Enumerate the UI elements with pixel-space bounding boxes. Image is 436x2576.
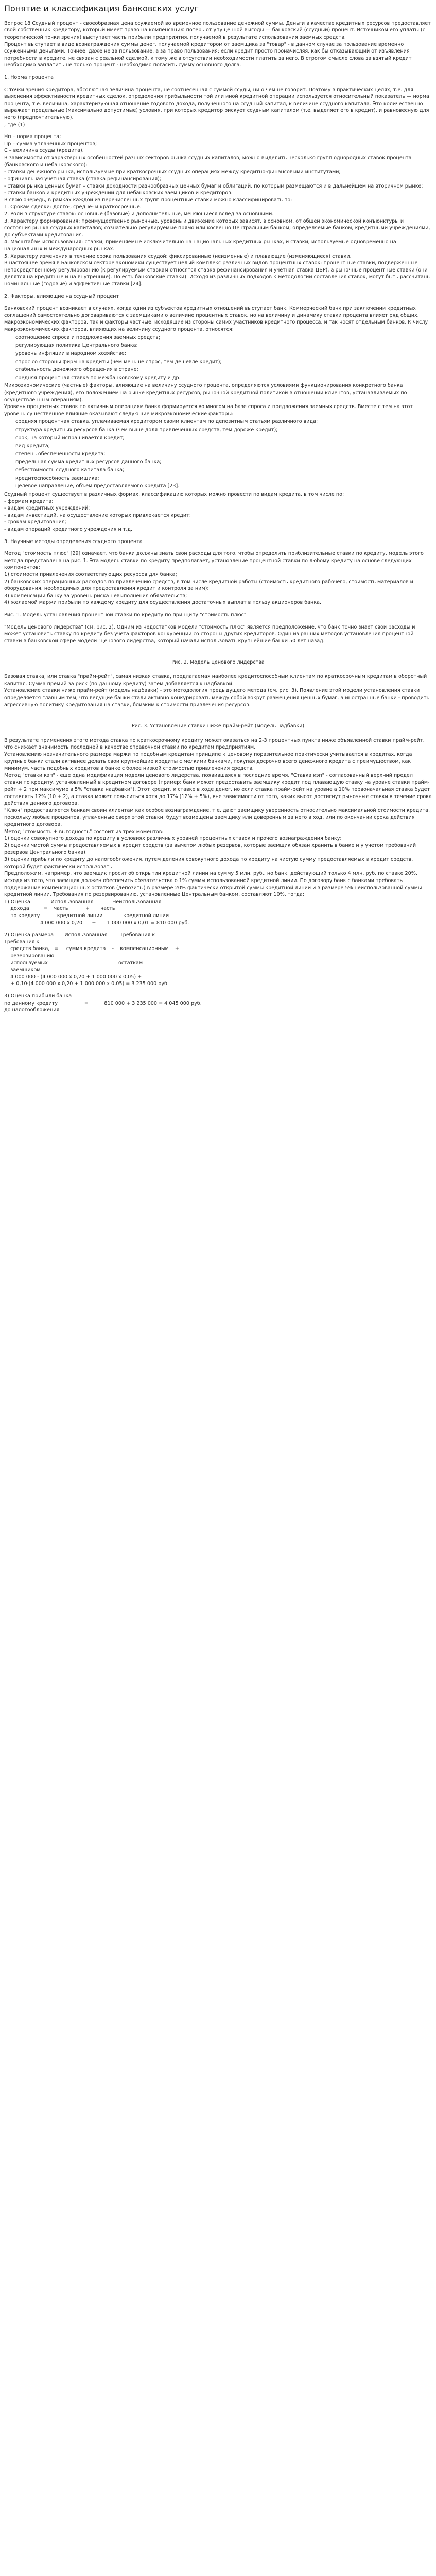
paragraph: В результате применения этого метода ставка по краткосрочному кредиту может оказаться на 2-3 процентных пункта ниже объявленной ставки прайм-рейт, что снижает значимость последней в качестве справочной ставки по кредитам предприятиям. [4,737,425,751]
list-bullet [4,483,15,490]
paragraph: В зависимости от характерных особенностей разных секторов рынка ссудных капиталов, можно выделить несколько групп однородных ставок процента (банковского и небанковского): [4,155,412,168]
paragraph: Банковский процент возникает в случаях, когда один из субъектов кредитных отношений выступает банк. Коммерческий банк при заключении кредитных соглашений самостоятельно договариваются с заемщиками о величине процентных ставок, но на величину и динамику ставки процента влияет ряд общих, макроэкономических факторов, так и факторы частные, исходящие из стороны самих участников кредитного процесса, и так носят отдельным банков. К числу макроэкономических факторов, влияющих на величину ссудного процента, относятся: [4,306,428,333]
list-bullet [4,443,15,450]
figure-caption: Рис. 3. Установление ставки ниже прайм-рейт (модель надбавки) [131,723,305,730]
spacer [4,545,432,550]
list-item [4,359,432,366]
document-page [0,0,436,1024]
spacer [4,81,432,87]
spacer [4,619,432,624]
list-item-text: средняя процентная ставка по межбанковскому кредиту и др. [15,375,181,381]
list-bullet [4,427,15,434]
formula-block [4,931,432,988]
paragraph: - ставки банков и кредитных учреждений для небанковских заемщиков и кредиторов. [4,190,233,196]
spacer [4,533,432,538]
list-bullet [4,459,15,466]
list-item [4,418,432,426]
paragraph: Предположим, например, что заемщик просит об открытии кредитной линии на сумму 5 млн. руб., но банк, действующий только 4 млн. руб. по ставке 20%, исходя из того, что заемщик должен обеспечить обязательства о 1% суммы использованной кредитной линии. По договору банк с банками требовать поддержание компенсационных остатков (депозиты) в размере 20% фактически открытой суммы кредитной линии и в размере 5% неиспользованной суммы кредитной линии. Требования по резервированию, установленные Центральным банком, составляют 10%, тогда: [4,871,422,898]
paragraph: Установление ставки ниже прайм-рейт (модель надбавки) - это методология предыдущего метода (см. рис. 3). Появление этой модели установления ставки определяется главным тем, что ведущие банки стали активно конкурировать между собой вокруг размещения ценных бумаг, а иностранные банки - проводить агрессивную политику кредитования на ставки, близким к стоимости привлечения ресурсов. [4,688,430,708]
paragraph: 2. Факторы, влияющие на ссудный процент [4,293,119,299]
list-bullet [4,435,15,442]
list-item-text: вид кредита; [15,443,50,449]
paragraph: Метод "стоимость плюс" [29] означает, что банки должны знать свои расходы для того, чтобы определить приблизительные ставки по кредиту, модель этого метода представлена на рис. 1. Эта модель ставки по кредиту предполагает, установление процентной ставки по любому кредиту на основе следующих компонентов: [4,551,424,571]
spacer [4,69,432,74]
paragraph: Процент выступает в виде вознаграждения суммы денег, получаемой кредитором от заемщика за "товар" - в данном случае за пользование временно ссуженными деньгами. Точнее, даже не за пользование, а за право пользования: если кредит просто проначисляя, как бы отказывающий от изъявления потребности в кредите, не связан с реальной сделкой, к тому же в отсутствии необходимости платить за него. В строгом смысле слова за взятый кредит необходимо заплатить не только процент - необходимо погасить сумму основного долга. [4,41,412,69]
paragraph: 1. Норма процента [4,74,54,80]
paragraph: Уровень процентных ставок по активным операциям банка формируется во многом на базе спроса и предложения заемных средств. Вместе с тем на этот уровень существенное влияние оказывают следующие микроэкономические факторы: [4,404,413,417]
spacer [4,988,432,993]
paragraph: - видам операций кредитного учреждения и т.д. [4,526,133,532]
paragraph: - срокам кредитования; [4,519,66,526]
paragraph: 1) оценки совокупного дохода по кредиту в условиях различных уровней процентных ставок и прочего вознаграждения банку; [4,836,342,842]
paragraph: Микроэкономические (частные) факторы, влияющие на величину ссудного процента, определяются условиями функционирования конкретного банка (кредитного учреждения), его положением на рынке кредитных ресурсов, рыночной кредитной политикой в отношении клиентов, устанавливаемых по осуществленным операциям). [4,383,407,403]
formula-text: 3) Оценка прибыли банка по данному кредиту = 810 000 + 3 235 000 = 4 045 000 руб. до налогообложения [4,993,202,1013]
paragraph: 4. Масштабам использования: ставки, применяемые исключительно на национальных кредитных рынках, и ставки, используемые одновременно на национальных и международных рынках. [4,239,396,252]
formula-block [4,993,432,1014]
spacer [4,606,432,612]
list-item [4,475,432,482]
formula-text: 2) Оценка размера Использованная Требования к Требования к средств банка, = сумма кредита - компенсационным + резервированию используемых остаткам заемщиком 4 000 000 - (4 000 000 х 0,20 + 1 000 000 х 0,05) + + 0,10·(4 000 000 х 0,20 + 1 000 000 х 0,05) = 3 235 000 руб. [4,932,179,987]
paragraph: 1. Срокам сделки: долго-, средне- и краткосрочные. [4,204,142,210]
list-item-text: стабильность денежного обращения в стране; [15,367,138,373]
list-item [4,375,432,382]
paragraph: - ставки денежного рынка, используемые при краткосрочных ссудных операциях между кредитно-финансовыми институтами; [4,169,341,175]
paragraph: Установлению незначительного размера маржи по подобным кредитам принципе к ценовому поразительное практически учитывается в кредитах, когда крупные банки стали активнее делать свои крупнейшие кредиты с мелкими банками, покупая досрочно всего денежного кредита с преимуществом, как минимум, часть подобных кредитов в банке с более низкой стоимостью привлечения средств. [4,751,412,772]
list-bullet [4,467,15,474]
paragraph: - формам кредита; [4,498,54,504]
list-bullet [4,366,15,374]
paragraph: 5. Характеру изменения в течение срока пользования ссудой: фиксированные (неизменные) и плавающие (изменяющиеся) ставки. [4,253,352,259]
paragraph: 4) желаемой маржи прибыли по каждому кредиту для осуществления достаточных выплат в пользу акционеров банка. [4,600,322,606]
paragraph: 2. Роли в структуре ставок: основные (базовые) и дополнительные, меняющиеся вслед за основными. [4,211,274,217]
paragraph: 3. Научные методы определения ссудного процента [4,538,143,545]
list-item [4,467,432,474]
list-bullet [4,350,15,358]
spacer [4,708,432,714]
paragraph: - видам кредитных учреждений; [4,505,90,512]
list-bullet [4,475,15,482]
list-item-text: степень обеспеченности кредита; [15,451,106,457]
figure-caption: Рис. 2. Модель ценового лидерства [171,659,265,666]
list-item-text: себестоимость ссудного капитала банка; [15,467,125,473]
paragraph: - ставки рынка ценных бумаг – ставки доходности разнообразных ценных бумаг и облигаций, по которым размещаются и в дальнейшем на вторичном рынке; [4,183,423,189]
spacer [4,300,432,305]
paragraph: 3) оценки прибыли по кредиту до налогообложения, путем деления совокупного дохода по кредиту на чистую сумму предоставляемых в кредит средств, которой будет фактически использовать. [4,857,413,870]
list-item-text: целевое направление, объем предоставляемого кредита [23]. [15,483,180,489]
list-item-text: структура кредитных ресурсов банка (чем выше доля привлеченных средств, тем дороже кредит); [15,427,278,433]
list-item [4,451,432,458]
paragraph: 1) стоимости привлечения соответствующих ресурсов для банка; [4,571,177,578]
spacer [4,926,432,931]
list-bullet [4,334,15,342]
paragraph: 2) оценки чистой суммы предоставляемых в кредит средств (за вычетом любых резервов, которые заемщик обязан хранить в банке и у учетом требований резервов Центрального банка); [4,842,416,856]
paragraph: Метод "ставки кэп" - еще одна модификация модели ценового лидерства, появившаяся в последние время. "Ставка кэп" - согласованный верхний предел ставки по кредиту, установленный в кредитном договоре (пример: банк может предоставить заемщику кредит под плавающую ставку на уровне ставки прайм-рейт + 2 при максимуме в 5% "ставка надбавки"). Этот кредит, к ставке в ходе денег, но если ставка прайм-рейт на уровне а 10% первоначальная ставка будет составлять 12% (10 + 2), а ставка может повыситься хотя до 17% (12% + 5%), вне зависимости от того, каких высот достигнут рыночные ставки в течение срока действия данного договора. [4,772,432,807]
paragraph: Вопрос 18 Ссудный процент - своеобразная цена ссужаемой во временное пользование денежной суммы. Деньги в качестве кредитных ресурсов предоставляет свой собственник кредитору, который имеет право на компенсацию потерь от упущенной выгоды — банковский (ссудный) процент. Источником его уплаты (с теоретической точки зрения) выступает часть прибыли предприятия, получаемой в результате использования заемных средств. [4,20,431,40]
list-bullet [4,451,15,458]
list-item-text: средняя процентная ставка, уплачиваемая кредитором своим клиентам по депозитным статьям различного вида; [15,419,318,425]
paragraph: Нп – норма процента; [4,134,61,140]
list-item-text: спрос со стороны фирм на кредиты (чем меньше спрос, тем дешевле кредит); [15,359,222,365]
paragraph: Рис. 1. Модель установления процентной ставки по кредиту по принципу "стоимость плюс" [4,612,247,618]
spacer [4,128,432,133]
paragraph: Метод "стоимость + выгодность" состоит из трех моментов: [4,828,164,835]
list-bullet [4,418,15,426]
paragraph: С – величина ссуды (кредита). [4,148,84,154]
list-item-text: предельная сумма кредитных ресурсов данного банка; [15,459,162,465]
list-item [4,427,432,434]
page-title: Понятие и классификация банковских услуг [4,4,199,13]
list-item [4,459,432,466]
list-item-text: регулирующая политика Центрального банка; [15,343,138,349]
list-item [4,350,432,358]
paragraph: Ссудный процент существует в различных формах, классификацию которых можно провести по видам кредита, в том числе по: [4,491,344,497]
list-item [4,435,432,442]
list-item-text: срок, на который испрашивается кредит; [15,435,125,441]
paragraph: "Ключ" предоставляется банкам своим клиентам как особое вознаграждение, т.е. дают заемщику уверенность относительно максимальной стоимости кредита, поскольку любые процентов, уплаченные сверх этой ставки, будут возмещены заемщику или доверенным за него в ход, или по окончании срока действия кредитного договора. [4,807,430,828]
list-bullet [4,359,15,366]
paragraph: С точки зрения кредитора, абсолютная величина процента, не соотнесенная с суммой ссуды, ни о чем не говорит. Поэтому в практических целях, т.е. для выяснения эффективности кредитных сделок, определения прибыльности той или иной кредитной операции используется относительный показатель — норма процента, т.е. величина, характеризующая отношение годового дохода, полученного на ссудный капитал, к величине ссудного капитала. Это количественно выражает предельные (максимально допустимые) условия, при которых кредитор рискует ссудным капиталом (т.е. выделяет его в кредит), и равновесную для него (предпочтительную). [4,87,429,121]
paragraph: Базовая ставка, или ставка "прайм-рейт", самая низкая ставка, предлагаемая наиболее кредитоспособным клиентам по краткосрочным кредитам в оборотный капитал. Сумма премий за риск (по данному кредиту) затем добавляется к надбавкой. [4,674,427,687]
list-bullet [4,375,15,382]
document-body [4,20,432,1014]
formula-block [4,899,432,926]
list-item [4,483,432,490]
list-item [4,366,432,374]
paragraph: - видам инвестиций, на осуществление которых привлекается кредит; [4,512,191,518]
paragraph: Пр – сумма уплаченных процентов; [4,141,97,147]
list-bullet [4,342,15,349]
list-item-text: соотношение спроса и предложения заемных средств; [15,334,160,341]
list-item [4,443,432,450]
paragraph: В настоящее время в Банковском секторе экономики существует целый комплекс различных видов процентных ставок: процентные ставки, подверженные непосредственному регулированию (к регулируемым ставкам относятся ставка рефинансирования и учетная ставка ЦБР), а рыночные процентные ставки (они делятся на кредитные и на внутренние). По есть банковские ставки). Исходя из различных подходов к методологии составления ставок, могут быть рассчитаны номинальные (годовые) и эффективные ставки [24]. [4,260,431,287]
spacer [4,288,432,293]
list-item-text: уровень инфляции в народном хозяйстве; [15,350,127,357]
paragraph: - официальная учетная ставка (ставка рефинансирования); [4,176,162,182]
list-item [4,342,432,349]
paragraph: 2) банковских операционных расходов по привлечению средств, в том числе кредитной работы (стоимость кредитного рабочего, стоимость материалов и оборудования, необходимых для предоставления кредит и контроля за ним); [4,579,413,592]
paragraph: 3) компенсации банку за уровень риска невыполнения обязательств; [4,592,187,599]
spacer [4,645,432,650]
paragraph: , где (1) [4,122,25,128]
paragraph: В свою очередь, в рамках каждой из перечисленных групп процентные ставки можно классифицировать по: [4,197,292,203]
paragraph: 3. Характеру формирования: преимущественно рыночные, уровень и движение которых зависят, в основном, от общей экономической конъюнктуры и состояния рынка ссудных капиталов; сознательно регулируемые прямо или косвенно Центральным банком; определяемые банком, кредитными учреждениями, до субъектами кредитования. [4,218,430,238]
list-item [4,334,432,342]
paragraph: "Модель ценового лидерства" (см. рис. 2). Одним из недостатков модели "стоимость плюс" является предположение, что банк точно знает свои расходы и может установить ставку по кредиту без учета факторов конкуренции со стороны других кредиторов. Один из ранних методов установления процентной ставки в банковской сфере модели "ценового лидерства, который начали использовать крупнейшие банки 50 лет назад. [4,624,415,644]
formula-text: 1) Оценка Использованная Неиспользованная дохода = часть + часть по кредиту кредитной линии кредитной линии 4 000 000 х 0,20 + 1 000 000 х 0,01 = 810 000 руб. [4,899,189,926]
list-item-text: кредитоспособность заемщика; [15,475,99,481]
